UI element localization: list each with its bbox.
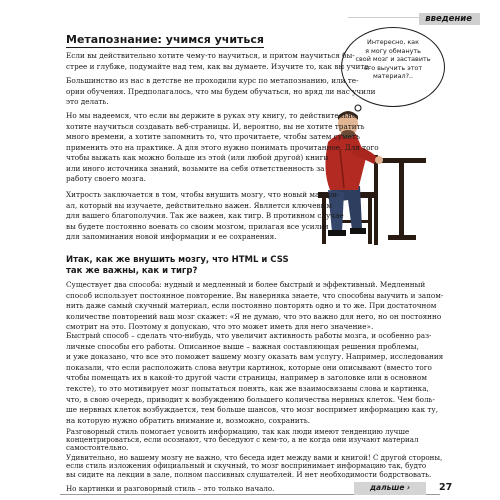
text-line: Хитрость заключается в том, чтобы внушить мозгу, что новый матери- [66, 190, 340, 199]
text-line: показали, что если расположить слова внутри картинок, которые они описывают (вместо того [66, 362, 432, 372]
text-line: Удивительно, но вашему мозгу не важно, что беседа идет между вами и книгой! С другой стороны, [66, 453, 443, 462]
text-line: чтобы выжать как можно больше из этой (или любой другой) книги [66, 153, 329, 162]
text-line: на которую нужно обратить внимание и, возможно, сохранить. [66, 415, 311, 425]
header-rule [348, 17, 420, 18]
text-line: работу своего мозга. [66, 174, 146, 183]
text-line: ше нервных клеток возбуждается, тем больше шансов, что мозг воспримет информацию как ту, [66, 405, 439, 415]
text-line: это делать. [66, 97, 109, 106]
text-line: и уже доказано, что все это поможет вашему мозгу оказать вам услугу. Например, исследования [66, 352, 444, 362]
paragraph [66, 76, 375, 108]
bubble-line: материал?.. [372, 72, 414, 81]
text-line: самостоятельно. [66, 443, 129, 453]
page-number: 27 [439, 482, 453, 493]
text-line: Существует два способа: нудный и медленный и более быстрый и эффективный. Медленный [66, 280, 426, 289]
chapter-tab: введение [419, 13, 480, 25]
text-line: Большинство из нас в детстве не проходили курс по метапознанию, или те- [66, 76, 359, 85]
subheading-line: так же важны, как и тигр? [66, 265, 198, 276]
text-line: много времени, а хотите запомнить то, что прочитаете, чтобы затем суметь [66, 132, 360, 141]
paragraph [66, 111, 379, 185]
paragraph [66, 454, 442, 479]
bubble-line: свой мозг и заставить [355, 55, 431, 64]
paragraph [66, 331, 443, 426]
text-line: для запоминания новой информации и ее сохранения. [66, 232, 277, 241]
text-line: концентрироваться, если осознают, что беседуют с кем-то, а не когда они изучают материал [66, 435, 419, 445]
text-line: вы будете постоянно воевать со своим мозгом, прилагая все усилия [66, 221, 329, 231]
text-line: Но картинки и разговорный стиль – это только начало. [66, 484, 275, 493]
text-line: количестве повторений ваш мозг скажет: «Я не думаю, что это важно для него, но он постоянно [66, 311, 442, 321]
text-line: или иного источника знаний, возьмите на себя ответственность за [66, 163, 325, 173]
text-line: Разговорный стиль помогает усвоить информацию, так как люди имеют тенденцию лучше [66, 427, 410, 436]
text-line: чтобы помещать их в какой-то другой части страницы, например в заголовке или в основном [66, 373, 427, 383]
next-page-link[interactable]: дальше › [370, 483, 411, 492]
paragraph [66, 280, 443, 333]
text-line: Быстрый способ – сделать что-нибудь, что увеличит активность работы мозга, и особенно раз- [66, 331, 432, 340]
bubble-line: я могу обмануть [365, 46, 421, 55]
paragraph [66, 428, 419, 453]
section-title: Метапознание: учимся учиться [66, 33, 264, 46]
bubble-line: Интересно, как [367, 38, 419, 46]
text-line: хотите научиться создавать веб-страницы. И, вероятно, вы не хотите тратить [66, 121, 365, 131]
paragraph [66, 190, 344, 243]
bubble-line: его выучить этот [363, 63, 423, 72]
text-line: ории обучения. Предполагалось, что мы будем обучаться, но вряд ли нас учили [66, 86, 376, 96]
text-line: Но мы надеемся, что если вы держите в руках эту книгу, то действительно [66, 111, 357, 120]
text-line: нить даже самый скучный материал, если постоянно повторять одно и то же. При достаточном [66, 301, 437, 311]
text-line: способ использует постоянное повторение. Вы наверняка знаете, что способны выучить и запом- [66, 290, 444, 300]
paragraph [66, 51, 371, 72]
text-line: для вашего благополучия. Так же важен, как тигр. В противном случае [66, 211, 344, 220]
text-line: Если вы действительно хотите чему-то научиться, и притом научиться бы- [66, 51, 355, 60]
text-line: личные способы его работы. Описанное выше – важная составляющая решения проблемы, [66, 341, 419, 351]
subheading [66, 255, 289, 276]
text-line: ал, который вы изучаете, действительно важен. Является ключевым [66, 200, 332, 210]
text-line: смотрит на это. Поэтому я допускаю, что это может иметь для него значение». [66, 322, 374, 332]
text-line: если стиль изложения официальный и скучный, то мозг воспринимает информацию так, будто [66, 461, 427, 471]
text-line: вы сидите на лекции в зале, полном пассивных слушателей. И нет необходимости бодрствовать. [66, 469, 432, 479]
text-line: что, в свою очередь, приводит к возбуждению большего количества нервных клеток. Чем боль- [66, 394, 435, 404]
text-line: стрее и глубже, подумайте над тем, как вы думаете. Изучите то, как вы учите. [66, 61, 371, 71]
text-line: тексте), то это мотивирует мозг попытаться понять, как же взаимосвязаны слова и картинка, [66, 383, 429, 393]
text-line: применить это на практике. А для этого нужно понимать прочитанное. Для того [66, 142, 379, 152]
paragraph [66, 485, 274, 493]
subheading-line: Итак, как же внушить мозгу, что HTML и CSS [66, 255, 289, 265]
